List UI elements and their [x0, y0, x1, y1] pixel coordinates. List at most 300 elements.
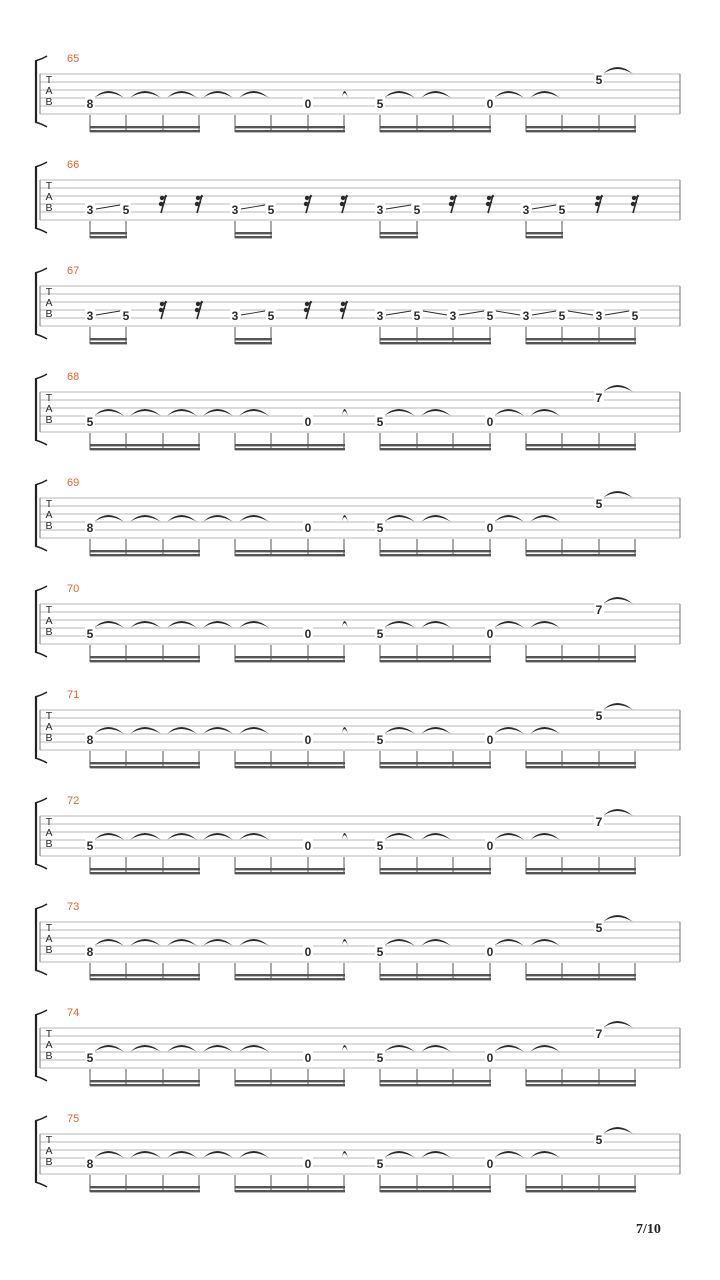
beam — [526, 338, 636, 340]
tie-arc — [130, 939, 161, 946]
fret-number: 3 — [231, 309, 239, 323]
system-bracket — [35, 864, 47, 869]
tie-arc — [203, 1045, 233, 1052]
tie-arc — [384, 1151, 415, 1158]
tie-arc — [130, 621, 161, 628]
fret-number: 8 — [86, 945, 94, 959]
page-number: 7/10 — [636, 1222, 661, 1237]
fret-number: 8 — [86, 97, 94, 111]
measure-number: 71 — [67, 689, 80, 701]
tab-clef-letter: A — [45, 827, 53, 839]
beam — [526, 978, 636, 980]
slide-line — [386, 311, 411, 315]
tab-clef-letter: A — [45, 403, 53, 415]
slide-line — [459, 311, 484, 315]
beam — [526, 660, 636, 662]
measure-number: 75 — [67, 1113, 80, 1125]
slide-line — [532, 205, 556, 209]
fret-number: 5 — [486, 309, 494, 323]
tie-arc — [167, 939, 197, 946]
beam — [380, 978, 491, 980]
beam — [235, 550, 345, 552]
system-bracket — [35, 1182, 47, 1187]
tie-arc — [203, 621, 233, 628]
beam — [90, 872, 200, 874]
beam — [380, 656, 491, 658]
tie-arc — [384, 727, 415, 734]
beam — [380, 872, 491, 874]
system-bracket — [35, 970, 47, 975]
tie-arc — [239, 1045, 269, 1052]
beam — [380, 1080, 491, 1082]
beam — [235, 338, 272, 340]
fret-number: 0 — [304, 415, 312, 429]
beam — [90, 448, 200, 450]
tab-clef-letter: A — [45, 1145, 53, 1157]
beam — [90, 130, 200, 132]
tie-arc — [94, 515, 124, 522]
tie-arc — [421, 409, 451, 416]
tie-arc — [384, 91, 415, 98]
fret-number: 8 — [86, 1157, 94, 1171]
beam — [380, 232, 418, 234]
beam — [380, 130, 491, 132]
fret-number: 5 — [631, 309, 639, 323]
beam — [380, 974, 491, 976]
beam — [235, 126, 345, 128]
fret-number: 3 — [522, 309, 530, 323]
tie-arc — [494, 409, 524, 416]
tab-clef-letter: T — [45, 816, 53, 828]
system-bracket — [35, 798, 47, 803]
slide-line — [241, 311, 265, 315]
beam — [90, 126, 200, 128]
tab-system-70 — [35, 583, 680, 662]
tie-arc — [203, 91, 233, 98]
system-bracket — [35, 546, 47, 551]
tie-arc — [342, 1045, 348, 1052]
fret-number: 5 — [413, 309, 421, 323]
tie-arc — [203, 515, 233, 522]
fret-number: 3 — [449, 309, 457, 323]
system-bracket — [35, 586, 47, 591]
tie-arc — [421, 621, 451, 628]
tab-clef-letter: A — [45, 721, 53, 733]
fret-number: 3 — [231, 203, 239, 217]
beam — [380, 448, 491, 450]
fret-number: 3 — [86, 309, 94, 323]
fret-number: 5 — [86, 839, 94, 853]
tab-clef-letter: A — [45, 615, 53, 627]
tie-arc — [130, 727, 161, 734]
fret-number: 0 — [304, 945, 312, 959]
beam — [90, 232, 127, 234]
fret-number: 5 — [86, 415, 94, 429]
tie-arc — [530, 1151, 560, 1158]
fret-number: 0 — [304, 1051, 312, 1065]
tab-clef-letter: T — [45, 1028, 53, 1040]
fret-number: 0 — [486, 415, 494, 429]
tie-arc — [530, 1045, 560, 1052]
tie-arc — [342, 939, 348, 946]
tab-clef-letter: A — [45, 191, 53, 203]
tie-arc — [167, 727, 197, 734]
fret-number: 0 — [486, 97, 494, 111]
beam — [526, 130, 636, 132]
beam — [526, 766, 636, 768]
beam — [235, 1186, 345, 1188]
tie-arc — [342, 727, 348, 734]
beam — [526, 868, 636, 870]
beam — [90, 554, 200, 556]
tab-system-67 — [35, 265, 680, 344]
fret-number: 0 — [486, 839, 494, 853]
beam — [235, 766, 345, 768]
measure-number: 66 — [67, 159, 80, 171]
beam — [235, 1084, 345, 1086]
measure-number: 67 — [67, 265, 80, 277]
tie-arc — [167, 91, 197, 98]
slide-line — [241, 205, 265, 209]
fret-number: 3 — [376, 309, 384, 323]
tie-arc — [342, 1151, 348, 1158]
tie-arc — [167, 515, 197, 522]
tab-clef-letter: B — [45, 96, 53, 108]
tab-system-74 — [35, 1007, 680, 1086]
beam — [380, 1084, 491, 1086]
tab-clef-letter: A — [45, 933, 53, 945]
beam — [380, 342, 491, 344]
beam — [90, 766, 200, 768]
beam — [380, 236, 418, 238]
fret-number: 5 — [376, 627, 384, 641]
tie-arc — [530, 409, 560, 416]
tie-arc — [342, 833, 348, 840]
fret-number: 5 — [595, 497, 603, 511]
tab-clef-letter: T — [45, 604, 53, 616]
beam — [526, 550, 636, 552]
beam — [526, 1084, 636, 1086]
tie-arc — [603, 385, 633, 392]
tie-arc — [421, 91, 451, 98]
beam — [90, 978, 200, 980]
tie-arc — [130, 833, 161, 840]
tie-arc — [603, 67, 633, 74]
system-bracket — [35, 228, 47, 233]
fret-number: 0 — [304, 1157, 312, 1171]
fret-number: 5 — [595, 1133, 603, 1147]
fret-number: 7 — [595, 603, 603, 617]
tab-clef-letter: B — [45, 308, 53, 320]
tie-arc — [239, 1151, 269, 1158]
tie-arc — [167, 833, 197, 840]
tie-arc — [384, 939, 415, 946]
beam — [526, 444, 636, 446]
tie-arc — [167, 409, 197, 416]
system-bracket — [35, 758, 47, 763]
tab-clef-letter: B — [45, 732, 53, 744]
fret-number: 5 — [267, 203, 275, 217]
tie-arc — [342, 91, 348, 98]
fret-number: 5 — [595, 73, 603, 87]
fret-number: 5 — [122, 203, 130, 217]
fret-number: 5 — [267, 309, 275, 323]
beam — [526, 554, 636, 556]
system-bracket — [35, 56, 47, 61]
tab-clef-letter: B — [45, 1050, 53, 1062]
tie-arc — [239, 621, 269, 628]
fret-number: 8 — [86, 733, 94, 747]
beam — [235, 660, 345, 662]
beam — [380, 554, 491, 556]
tie-arc — [494, 515, 524, 522]
tie-arc — [494, 1045, 524, 1052]
measure-number: 65 — [67, 53, 80, 65]
fret-number: 3 — [595, 309, 603, 323]
fret-number: 5 — [376, 733, 384, 747]
slide-line — [496, 311, 520, 315]
fret-number: 5 — [558, 203, 566, 217]
tie-arc — [342, 515, 348, 522]
slide-line — [605, 311, 629, 315]
tab-clef-letter: B — [45, 520, 53, 532]
tie-arc — [130, 515, 161, 522]
fret-number: 5 — [558, 309, 566, 323]
fret-number: 0 — [304, 733, 312, 747]
fret-number: 0 — [304, 627, 312, 641]
tie-arc — [603, 597, 633, 604]
tie-arc — [494, 1151, 524, 1158]
beam — [380, 766, 491, 768]
tie-arc — [603, 809, 633, 816]
tab-system-69 — [35, 477, 680, 556]
fret-number: 0 — [486, 945, 494, 959]
tab-clef-letter: T — [45, 1134, 53, 1146]
tie-arc — [421, 833, 451, 840]
fret-number: 5 — [413, 203, 421, 217]
beam — [90, 236, 127, 238]
beam — [526, 1190, 636, 1192]
system-bracket — [35, 1076, 47, 1081]
tie-arc — [603, 915, 633, 922]
slide-line — [423, 311, 447, 315]
tab-clef-letter: A — [45, 509, 53, 521]
tie-arc — [94, 1151, 124, 1158]
tie-arc — [94, 621, 124, 628]
fret-number: 0 — [486, 1157, 494, 1171]
tie-arc — [239, 515, 269, 522]
fret-number: 0 — [486, 521, 494, 535]
tie-arc — [384, 621, 415, 628]
tab-system-66 — [35, 159, 680, 238]
fret-number: 0 — [304, 521, 312, 535]
beam — [90, 656, 200, 658]
tab-clef-letter: T — [45, 74, 53, 86]
tie-arc — [130, 1151, 161, 1158]
fret-number: 5 — [376, 839, 384, 853]
tie-arc — [167, 1151, 197, 1158]
system-bracket — [35, 652, 47, 657]
system-bracket — [35, 692, 47, 697]
tie-arc — [530, 939, 560, 946]
tab-clef-letter: T — [45, 180, 53, 192]
beam — [90, 1084, 200, 1086]
beam — [526, 1080, 636, 1082]
beam — [235, 444, 345, 446]
tab-clef-letter: B — [45, 414, 53, 426]
tab-system-73 — [35, 901, 680, 980]
slide-line — [386, 205, 411, 209]
tie-arc — [603, 703, 633, 710]
tie-arc — [203, 939, 233, 946]
tab-clef-letter: T — [45, 710, 53, 722]
system-bracket — [35, 1010, 47, 1015]
system-bracket — [35, 440, 47, 445]
tie-arc — [94, 409, 124, 416]
beam — [235, 130, 345, 132]
tie-arc — [421, 939, 451, 946]
tie-arc — [94, 91, 124, 98]
fret-number: 5 — [376, 97, 384, 111]
tie-arc — [342, 621, 348, 628]
tab-clef-letter: B — [45, 838, 53, 850]
beam — [90, 1186, 200, 1188]
tie-arc — [530, 91, 560, 98]
fret-number: 0 — [304, 97, 312, 111]
tie-arc — [494, 91, 524, 98]
system-bracket — [35, 334, 47, 339]
tie-arc — [494, 939, 524, 946]
measure-number: 73 — [67, 901, 80, 913]
tie-arc — [530, 833, 560, 840]
slide-line — [96, 311, 120, 315]
tie-arc — [342, 409, 348, 416]
tab-system-71 — [35, 689, 680, 768]
beam — [235, 656, 345, 658]
fret-number: 0 — [304, 839, 312, 853]
tie-arc — [203, 727, 233, 734]
beam — [235, 236, 272, 238]
tab-clef-letter: A — [45, 1039, 53, 1051]
fret-number: 5 — [595, 709, 603, 723]
tie-arc — [239, 91, 269, 98]
beam — [526, 762, 636, 764]
beam — [90, 762, 200, 764]
fret-number: 0 — [486, 733, 494, 747]
beam — [235, 342, 272, 344]
beam — [526, 1186, 636, 1188]
tab-clef-letter: B — [45, 944, 53, 956]
tie-arc — [530, 515, 560, 522]
tab-clef-letter: T — [45, 286, 53, 298]
fret-number: 5 — [86, 627, 94, 641]
measure-number: 74 — [67, 1007, 80, 1019]
beam — [235, 978, 345, 980]
tie-arc — [421, 515, 451, 522]
tab-clef-letter: T — [45, 922, 53, 934]
system-bracket — [35, 1116, 47, 1121]
beam — [90, 550, 200, 552]
tie-arc — [603, 1127, 633, 1134]
slide-line — [532, 311, 556, 315]
tab-clef-letter: A — [45, 85, 53, 97]
tie-arc — [94, 939, 124, 946]
beam — [380, 762, 491, 764]
beam — [380, 1186, 491, 1188]
measure-number: 69 — [67, 477, 80, 489]
beam — [380, 550, 491, 552]
tab-clef-letter: T — [45, 392, 53, 404]
tie-arc — [421, 1045, 451, 1052]
beam — [526, 872, 636, 874]
measure-number: 68 — [67, 371, 80, 383]
tie-arc — [239, 939, 269, 946]
tie-arc — [494, 621, 524, 628]
system-bracket — [35, 162, 47, 167]
beam — [90, 974, 200, 976]
beam — [526, 126, 636, 128]
beam — [90, 342, 127, 344]
tie-arc — [130, 91, 161, 98]
fret-number: 5 — [376, 1051, 384, 1065]
beam — [526, 342, 636, 344]
tie-arc — [167, 1045, 197, 1052]
beam — [380, 1190, 491, 1192]
beam — [380, 126, 491, 128]
beam — [235, 974, 345, 976]
tab-clef-letter: B — [45, 626, 53, 638]
tie-arc — [603, 491, 633, 498]
tie-arc — [384, 833, 415, 840]
tie-arc — [203, 1151, 233, 1158]
tie-arc — [239, 409, 269, 416]
beam — [90, 660, 200, 662]
tie-arc — [421, 727, 451, 734]
tab-clef-letter: A — [45, 297, 53, 309]
tie-arc — [94, 727, 124, 734]
fret-number: 3 — [86, 203, 94, 217]
fret-number: 0 — [486, 627, 494, 641]
tie-arc — [94, 833, 124, 840]
beam — [90, 444, 200, 446]
fret-number: 3 — [522, 203, 530, 217]
fret-number: 5 — [376, 415, 384, 429]
beam — [90, 868, 200, 870]
tie-arc — [94, 1045, 124, 1052]
slide-line — [96, 205, 120, 209]
tie-arc — [384, 515, 415, 522]
tab-clef-letter: T — [45, 498, 53, 510]
tie-arc — [203, 409, 233, 416]
beam — [380, 338, 491, 340]
beam — [526, 974, 636, 976]
beam — [526, 448, 636, 450]
fret-number: 5 — [376, 945, 384, 959]
tab-clef-letter: B — [45, 202, 53, 214]
fret-number: 7 — [595, 391, 603, 405]
beam — [90, 338, 127, 340]
fret-number: 0 — [486, 1051, 494, 1065]
beam — [235, 762, 345, 764]
fret-number: 5 — [376, 1157, 384, 1171]
beam — [380, 444, 491, 446]
tie-arc — [603, 1021, 633, 1028]
fret-number: 5 — [376, 521, 384, 535]
measure-number: 70 — [67, 583, 80, 595]
tab-clef-letter: B — [45, 1156, 53, 1168]
beam — [235, 1190, 345, 1192]
beam — [90, 1190, 200, 1192]
